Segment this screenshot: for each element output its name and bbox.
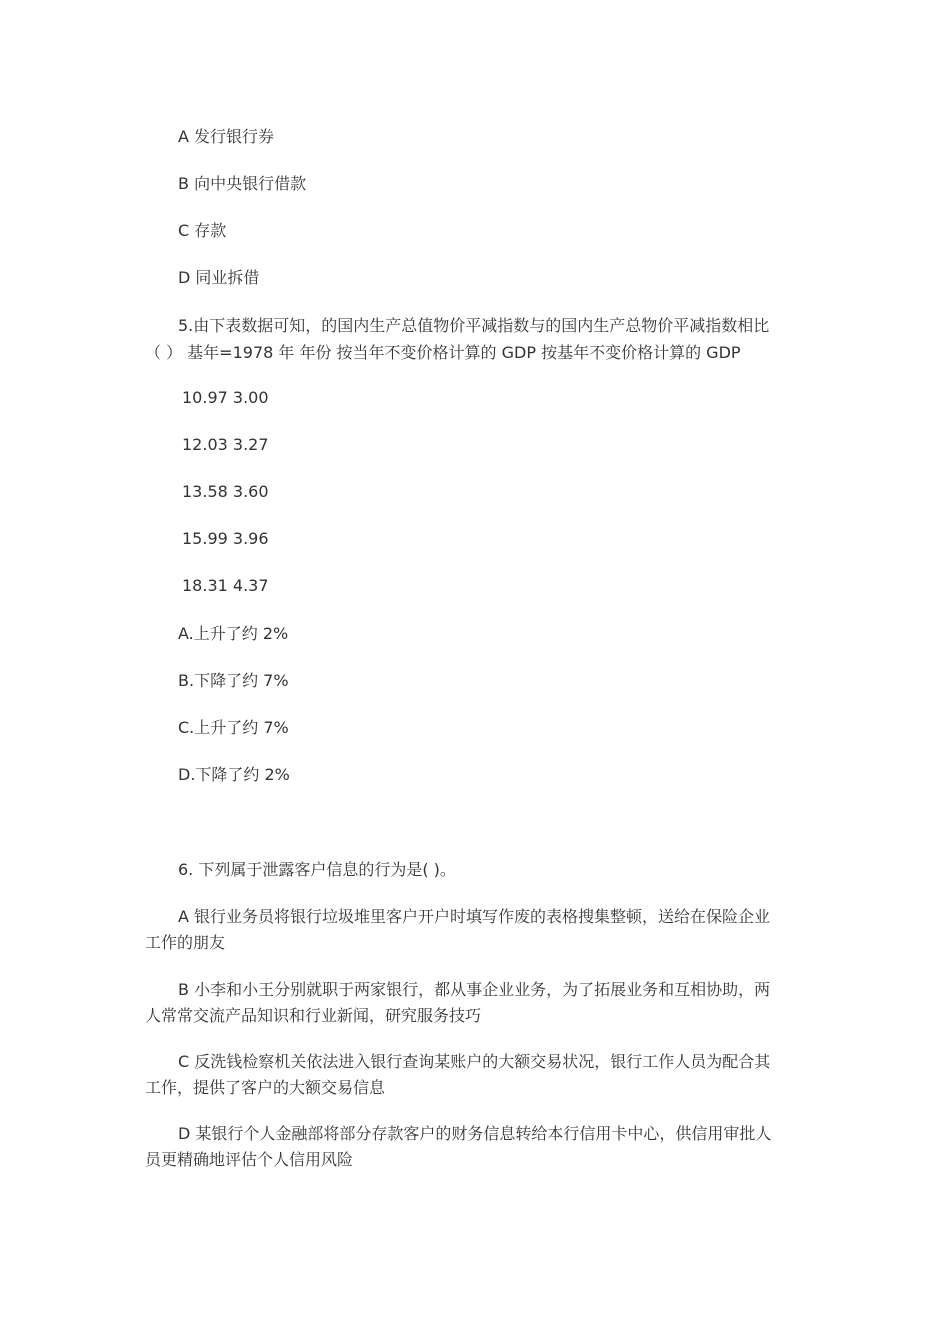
q5-data-row: 10.97 3.00 (182, 388, 269, 407)
q5-data-row: 18.31 4.37 (182, 576, 269, 595)
q6-option-c (145, 1052, 805, 1098)
q5-data-row: 15.99 3.96 (182, 529, 269, 548)
q6-option-b-line1: B 小李和小王分别就职于两家银行，都从事企业业务，为了拓展业务和互相协助，两 (178, 980, 771, 999)
q5-option-b: B.下降了约 7% (178, 671, 289, 690)
q6-option-d-line1: D 某银行个人金融部将部分存款客户的财务信息转给本行信用卡中心，供信用审批人 (178, 1124, 772, 1143)
q4-option-d: D 同业拆借 (178, 268, 260, 287)
q6-option-a-line1: A 银行业务员将银行垃圾堆里客户开户时填写作废的表格搜集整顿，送给在保险企业 (178, 907, 771, 926)
q4-option-c: C 存款 (178, 221, 227, 240)
q5-question-line1: 5.由下表数据可知，的国内生产总值物价平减指数与的国内生产总物价平减指数相比 (178, 316, 770, 335)
q5-data-row: 12.03 3.27 (182, 435, 269, 454)
q6-question: 6. 下列属于泄露客户信息的行为是( )。 (178, 860, 456, 879)
q6-option-c-line2: 工作，提供了客户的大额交易信息 (145, 1078, 386, 1097)
q5-option-d: D.下降了约 2% (178, 765, 290, 784)
q4-option-b: B 向中央银行借款 (178, 174, 307, 193)
q6-option-b (145, 980, 805, 1026)
q5-option-a: A.上升了约 2% (178, 624, 289, 643)
q6-option-c-line1: C 反洗钱检察机关依法进入银行查询某账户的大额交易状况，银行工作人员为配合其 (178, 1052, 771, 1071)
q6-option-b-line2: 人常常交流产品知识和行业新闻，研究服务技巧 (145, 1006, 482, 1025)
q6-option-a (145, 907, 805, 953)
q6-option-d-line2: 员更精确地评估个人信用风险 (145, 1150, 354, 1169)
q5-option-c: C.上升了约 7% (178, 718, 289, 737)
q4-option-a: A 发行银行券 (178, 127, 275, 146)
q6-option-d (145, 1124, 805, 1170)
q5-question-line2: （ ） 基年=1978 年 年份 按当年不变价格计算的 GDP 按基年不变价格计算的 GDP (145, 343, 741, 362)
q5-data-row: 13.58 3.60 (182, 482, 269, 501)
q6-option-a-line2: 工作的朋友 (145, 933, 226, 952)
